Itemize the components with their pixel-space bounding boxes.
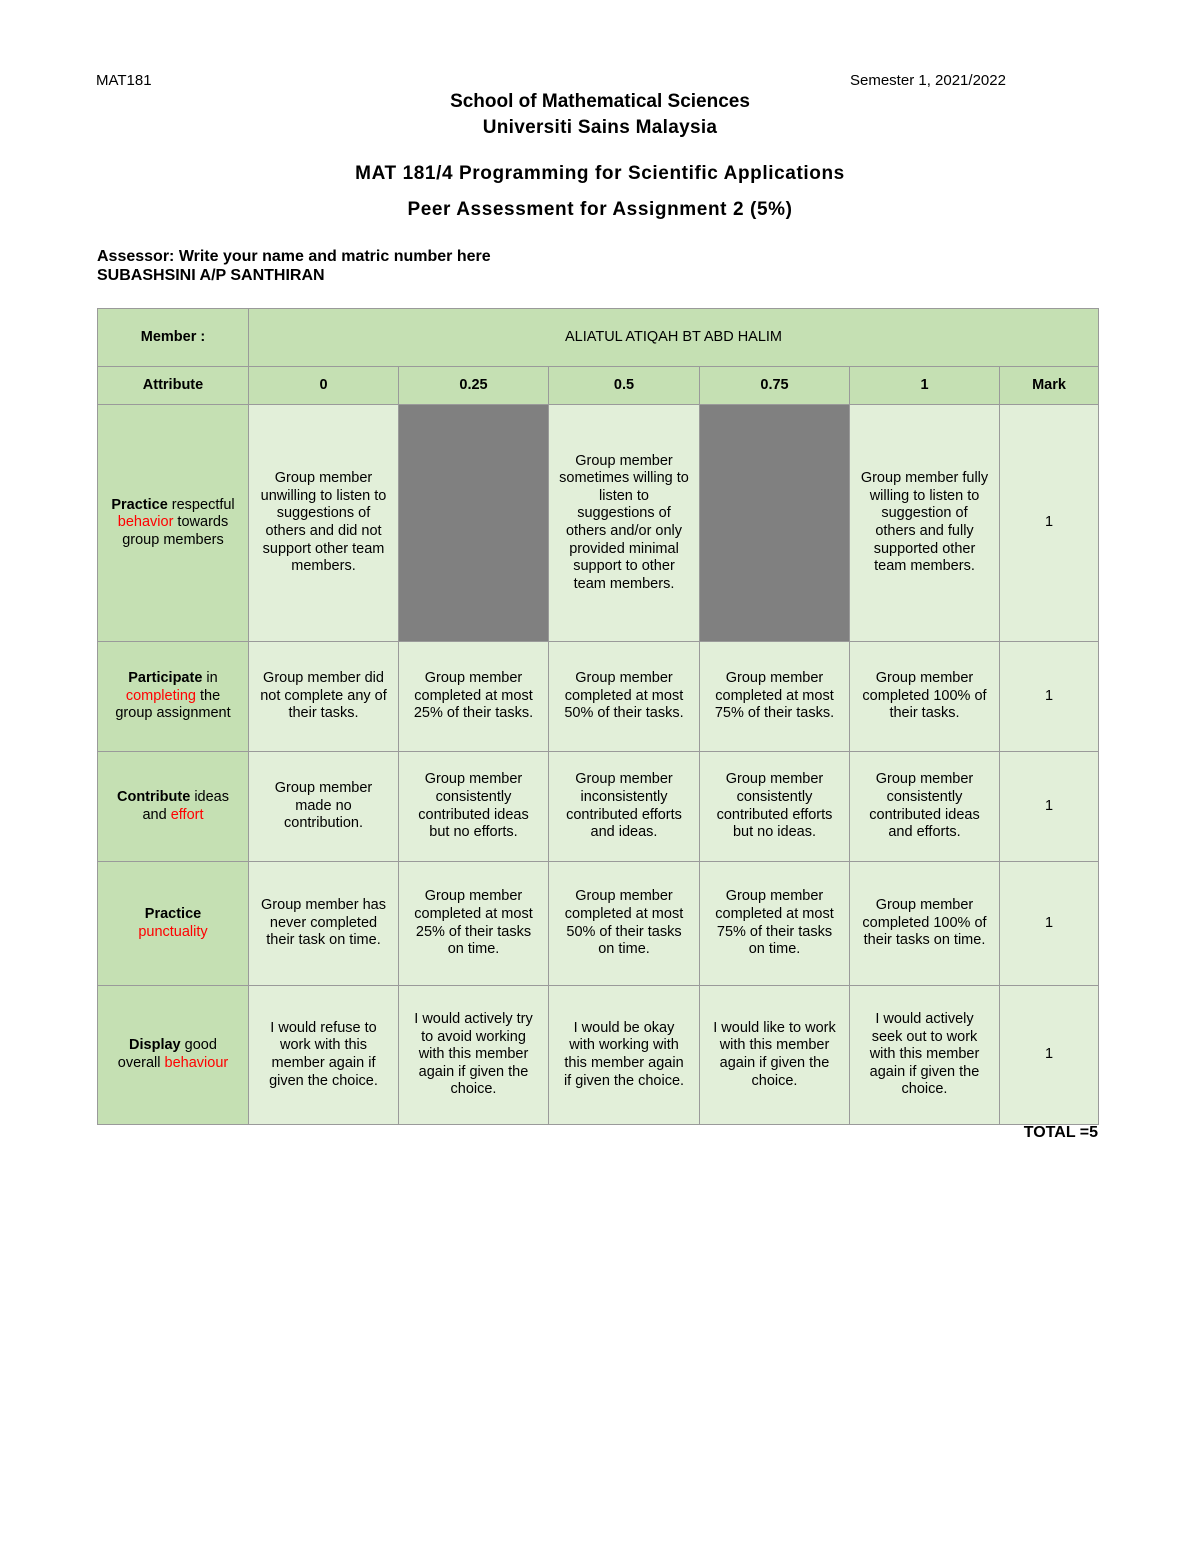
- descriptor-cell: I would actively seek out to work with this member again if given the choice.: [850, 986, 1000, 1125]
- descriptor-cell: Group member consistently contributed efforts but no ideas.: [700, 752, 850, 862]
- descriptor-cell: Group member inconsistently contributed efforts and ideas.: [549, 752, 700, 862]
- descriptor-cell: Group member completed at most 25% of their tasks.: [399, 642, 549, 752]
- column-header-score-0: 0: [249, 367, 399, 405]
- rubric-row: [98, 986, 1099, 1125]
- assessor-block: [97, 247, 491, 285]
- column-header-score-075: 0.75: [700, 367, 850, 405]
- shaded-cell: [700, 405, 850, 642]
- attribute-cell: Display good overall behaviour: [98, 986, 249, 1125]
- descriptor-cell: Group member completed at most 50% of their tasks on time.: [549, 862, 700, 986]
- descriptor-cell: Group member did not complete any of their tasks.: [249, 642, 399, 752]
- descriptor-cell: I would be okay with working with this member again if given the choice.: [549, 986, 700, 1125]
- mark-cell: 1: [1000, 642, 1099, 752]
- attribute-cell: Contribute ideas and effort: [98, 752, 249, 862]
- assessor-prompt: Assessor: Write your name and matric number here: [97, 248, 491, 265]
- total-score: TOTAL =5: [1023, 1124, 1098, 1141]
- university-name: Universiti Sains Malaysia: [482, 117, 718, 138]
- descriptor-cell: Group member fully willing to listen to suggestion of others and fully supported other team members.: [850, 405, 1000, 642]
- descriptor-cell: Group member completed at most 25% of their tasks on time.: [399, 862, 549, 986]
- rubric-row: [98, 862, 1099, 986]
- semester: Semester 1, 2021/2022: [850, 72, 1006, 89]
- attribute-cell: Participate in completing the group assignment: [98, 642, 249, 752]
- mark-cell: 1: [1000, 986, 1099, 1125]
- descriptor-cell: Group member has never completed their task on time.: [249, 862, 399, 986]
- assessment-title: Peer Assessment for Assignment 2 (5%): [407, 199, 793, 220]
- member-name: ALIATUL ATIQAH BT ABD HALIM: [249, 309, 1099, 367]
- column-header-mark: Mark: [1000, 367, 1099, 405]
- course-code: MAT181: [96, 72, 152, 89]
- descriptor-cell: I would like to work with this member again if given the choice.: [700, 986, 850, 1125]
- descriptor-cell: Group member completed at most 75% of their tasks.: [700, 642, 850, 752]
- descriptor-cell: Group member sometimes willing to listen to suggestions of others and/or only provided minimal support to other team members.: [549, 405, 700, 642]
- member-row: [98, 309, 1099, 367]
- mark-cell: 1: [1000, 405, 1099, 642]
- descriptor-cell: Group member completed 100% of their tasks on time.: [850, 862, 1000, 986]
- header-row: [98, 367, 1099, 405]
- member-label-cell: [98, 309, 249, 367]
- column-header-score-025: 0.25: [399, 367, 549, 405]
- descriptor-cell: Group member completed 100% of their tasks.: [850, 642, 1000, 752]
- descriptor-cell: Group member made no contribution.: [249, 752, 399, 862]
- assessor-name: SUBASHSINI A/P SANTHIRAN: [97, 267, 325, 284]
- descriptor-cell: Group member completed at most 50% of their tasks.: [549, 642, 700, 752]
- rubric-row: [98, 405, 1099, 642]
- member-label: Member :: [140, 328, 206, 345]
- column-header-score-05: 0.5: [549, 367, 700, 405]
- descriptor-cell: I would refuse to work with this member again if given the choice.: [249, 986, 399, 1125]
- column-header-score-1: 1: [850, 367, 1000, 405]
- descriptor-cell: Group member completed at most 75% of their tasks on time.: [700, 862, 850, 986]
- rubric-table: [97, 308, 1099, 1125]
- shaded-cell: [399, 405, 549, 642]
- course-title: MAT 181/4 Programming for Scientific Applications: [355, 163, 845, 184]
- attribute-cell: Practice punctuality: [98, 862, 249, 986]
- rubric-row: [98, 642, 1099, 752]
- attribute-cell: Practice respectful behavior towards group members: [98, 405, 249, 642]
- rubric-row: [98, 752, 1099, 862]
- descriptor-cell: Group member consistently contributed ideas but no efforts.: [399, 752, 549, 862]
- descriptor-cell: Group member unwilling to listen to suggestions of others and did not support other team members.: [249, 405, 399, 642]
- column-header-attribute: Attribute: [98, 367, 249, 405]
- descriptor-cell: I would actively try to avoid working with this member again if given the choice.: [399, 986, 549, 1125]
- mark-cell: 1: [1000, 862, 1099, 986]
- descriptor-cell: Group member consistently contributed ideas and efforts.: [850, 752, 1000, 862]
- mark-cell: 1: [1000, 752, 1099, 862]
- school-name: School of Mathematical Sciences: [450, 91, 750, 112]
